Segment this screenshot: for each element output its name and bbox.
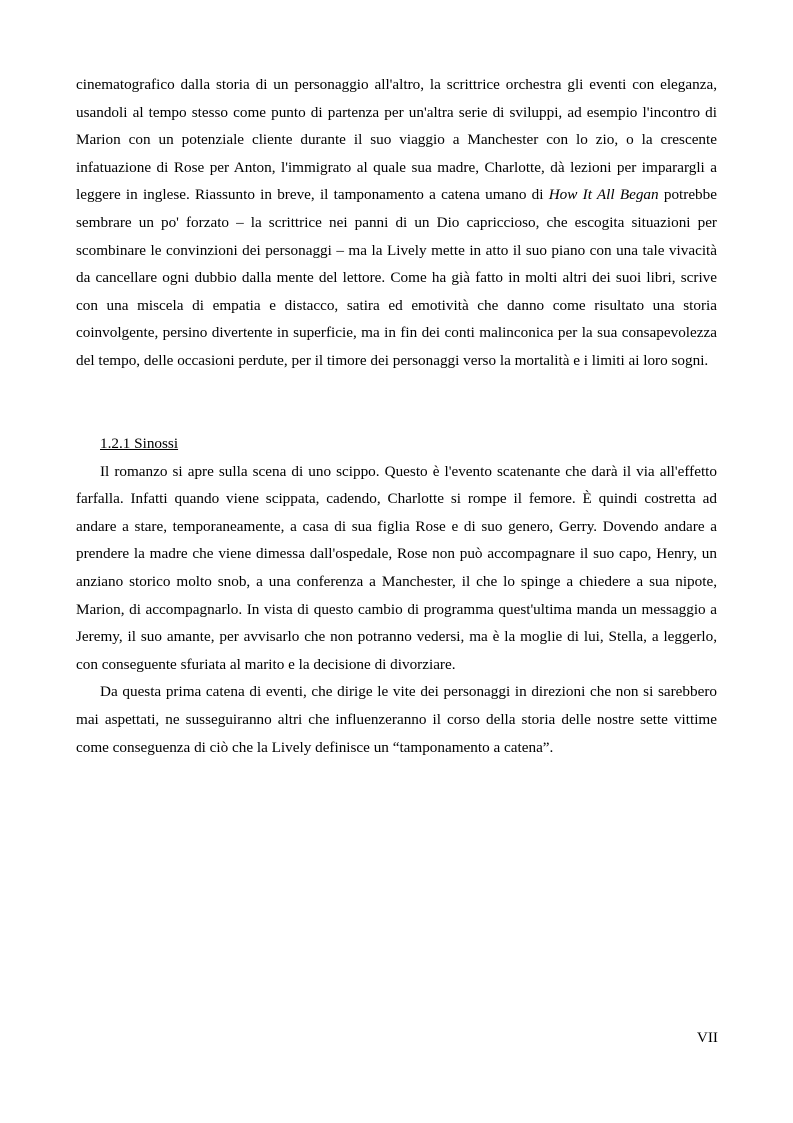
intro-paragraph [76,71,717,375]
synopsis-paragraph-1: Il romanzo si apre sulla scena di uno scippo. Questo è l'evento scatenante che darà il via all'effetto farfalla. Infatti quando viene scippata, cadendo, Charlotte si rompe il femore. È quindi costretta ad andare a stare, temporaneamente, a casa di sua figlia Rose e di suo genero, Gerry. Dovendo andare a prendere la madre che viene dimessa dall'ospedale, Rose non può accompagnare il suo capo, Henry, un anziano storico molto snob, a una conferenza a Manchester, il che lo spinge a chiedere a sua nipote, Marion, di accompagnarlo. In vista di questo cambio di programma quest'ultima manda un messaggio a Jeremy, il suo amante, per avvisarlo che non potranno vedersi, ma è la moglie di lui, Stella, a leggerlo, con conseguente sfuriata al marito e la decisione di divorziare. [76,462,717,673]
page-number: VII [696,1029,718,1046]
synopsis-paragraph-2: Da questa prima catena di eventi, che dirige le vite dei personaggi in direzioni che non si sarebbero mai aspettati, ne susseguiranno altri che influenzeranno il corso della storia delle nostre sette vittime come conseguenza di ciò che la Lively definisce un “tamponamento a catena”. [76,683,717,756]
intro-text-before-title: cinematografico dalla storia di un personaggio all'altro, la scrittrice orchestra gli eventi con eleganza, usandoli al tempo stesso come punto di partenza per un'altra serie di sviluppi, ad esempio l'incontro di Marion con un potenziale cliente durante il suo viaggio a Manchester con lo zio, o la crescente infatuazione di Rose per Anton, l'immigrato al quale sua madre, Charlotte, dà lezioni per imparargli a leggere in inglese. Riassunto in breve, il tamponamento a catena umano di [76,76,717,204]
book-title: How It All Began [548,186,659,204]
section-heading [76,430,717,458]
section-heading-text: 1.2.1 Sinossi [100,435,179,452]
intro-text-after-title: potrebbe sembrare un po' forzato – la scrittrice nei panni di un Dio capriccioso, che escogita situazioni per scombinare le convinzioni dei personaggi – ma la Lively mette in atto il suo piano con una tale vivacità da cancellare ogni dubbio dalla mente del lettore. Come ha già fatto in molti altri dei suoi libri, scrive con una miscela di empatia e distacco, satira ed emotività che danno come risultato una storia coinvolgente, persino divertente in superficie, ma in fin dei conti malinconica per la sua consapevolezza del tempo, delle occasioni perdute, per il timore dei personaggi verso la mortalità e i limiti ai loro sogni. [76,186,717,369]
synopsis-section [76,430,717,761]
intro-paragraph-block [76,71,717,375]
